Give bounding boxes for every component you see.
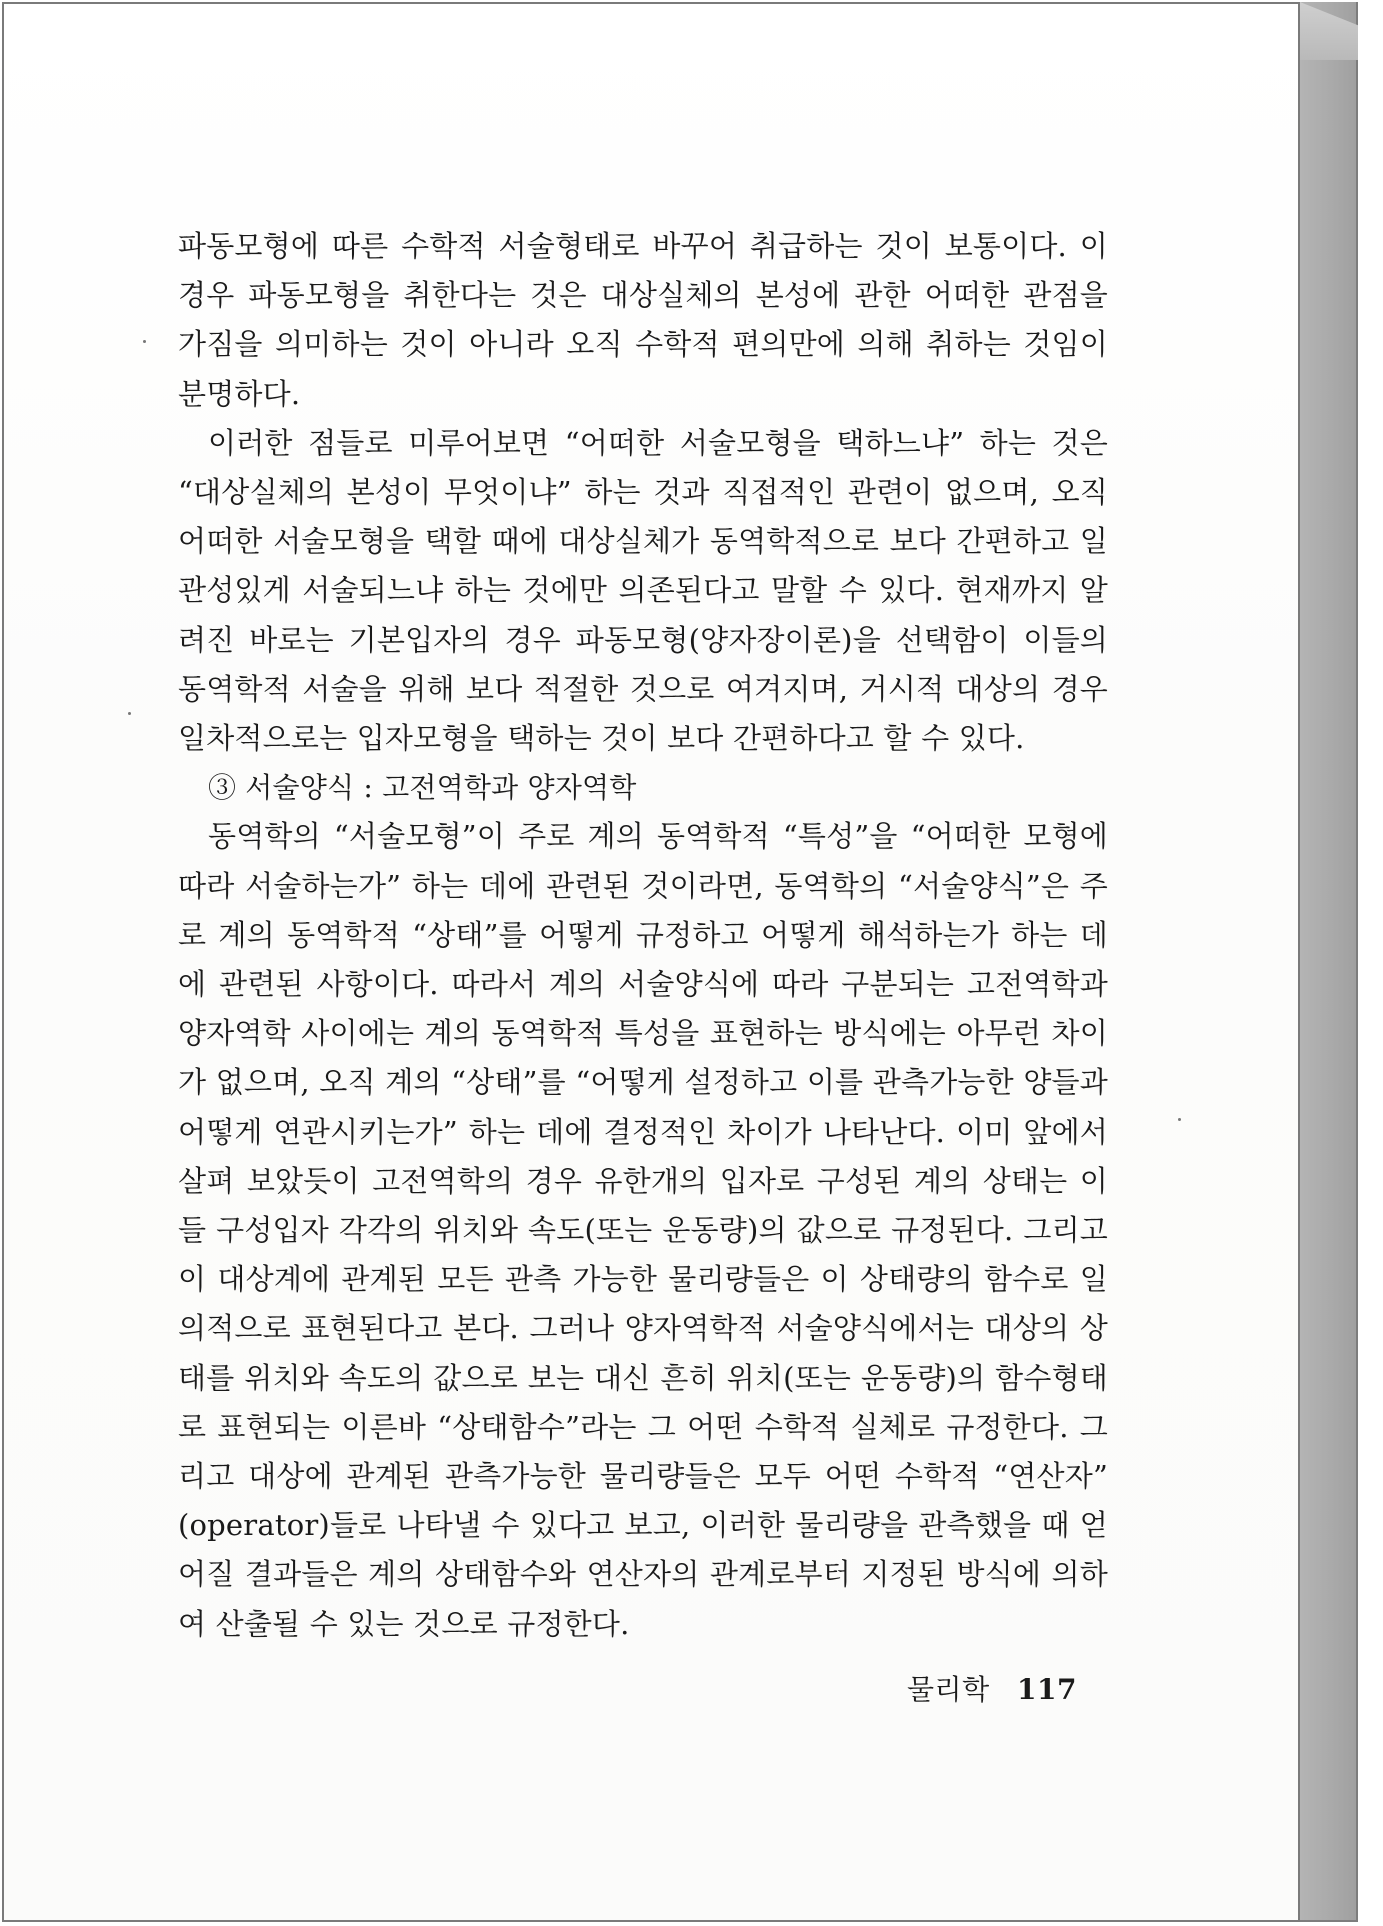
paragraph: 파동모형에 따른 수학적 서술형태로 바꾸어 취급하는 것이 보통이다. 이 경우 파동모형을 취한다는 것은 대상실체의 본성에 관한 어떠한 관점을 가짐을 의미하는 것이 아니라 오직 수학적 편의만에 의해 취하는 것임이 분명하다.	[178, 229, 1108, 411]
paragraph: 동역학의 “서술모형”이 주로 계의 동역학적 “특성”을 “어떠한 모형에 따라 서술하는가” 하는 데에 관련된 것이라면, 동역학의 “서술양식”은 주로 계의 동역학적 “상태”를 어떻게 규정하고 어떻게 해석하는가 하는 데에 관련된 사항이다. 따라서 계의 서술양식에 따라 구분되는 고전역학과 양자역학 사이에는 계의 동역학적 특성을 표현하는 방식에는 아무런 차이가 없으며, 오직 계의 “상태”를 “어떻게 설정하고 이를 관측가능한 양들과 어떻게 연관시키는가” 하는 데에 결정적인 차이가 나타난다. 이미 앞에서 살펴 보았듯이 고전역학의 경우 유한개의 입자로 구성된 계의 상태는 이들 구성입자 각각의 위치와 속도(또는 운동량)의 값으로 규정된다. 그리고 이 대상계에 관계된 모든 관측 가능한 물리량들은 이 상태량의 함수로 일의적으로 표현된다고 본다. 그러나 양자역학적 서술양식에서는 대상의 상태를 위치와 속도의 값으로 보는 대신 흔히 위치(또는 운동량)의 함수형태로 표현되는 이른바 “상태함수”라는 그 어떤 수학적 실체로 규정한다. 그리고 대상에 관계된 관측가능한 물리량들은 모두 어떤 수학적 “연산자” (operator)들로 나타낼 수 있다고 보고, 이러한 물리량을 관측했을 때 얻어질 결과들은 계의 상태함수와 연산자의 관계로부터 지정된 방식에 의하여 산출될 수 있는 것으로 규정한다.	[178, 819, 1108, 1641]
page-footer	[907, 1668, 1077, 1708]
scan-speck	[1178, 1118, 1181, 1121]
scan-speck	[128, 712, 131, 715]
running-title: 물리학	[906, 1673, 990, 1706]
paragraph: 이러한 점들로 미루어보면 “어떠한 서술모형을 택하느냐” 하는 것은 “대상실체의 본성이 무엇이냐” 하는 것과 직접적인 관련이 없으며, 오직 어떠한 서술모형을 택할 때에 대상실체가 동역학적으로 보다 간편하고 일관성있게 서술되느냐 하는 것에만 의존된다고 말할 수 있다. 현재까지 알려진 바로는 기본입자의 경우 파동모형(양자장이론)을 선택함이 이들의 동역학적 서술을 위해 보다 적절한 것으로 여겨지며, 거시적 대상의 경우 일차적으로는 입자모형을 택하는 것이 보다 간편하다고 할 수 있다.	[178, 425, 1108, 756]
scan-speck	[143, 340, 146, 343]
page-number: 117	[1017, 1673, 1077, 1706]
body-text	[178, 222, 1108, 1649]
section-heading: ③ 서술양식 : 고전역학과 양자역학	[208, 771, 637, 805]
book-edge	[1300, 2, 1358, 1922]
